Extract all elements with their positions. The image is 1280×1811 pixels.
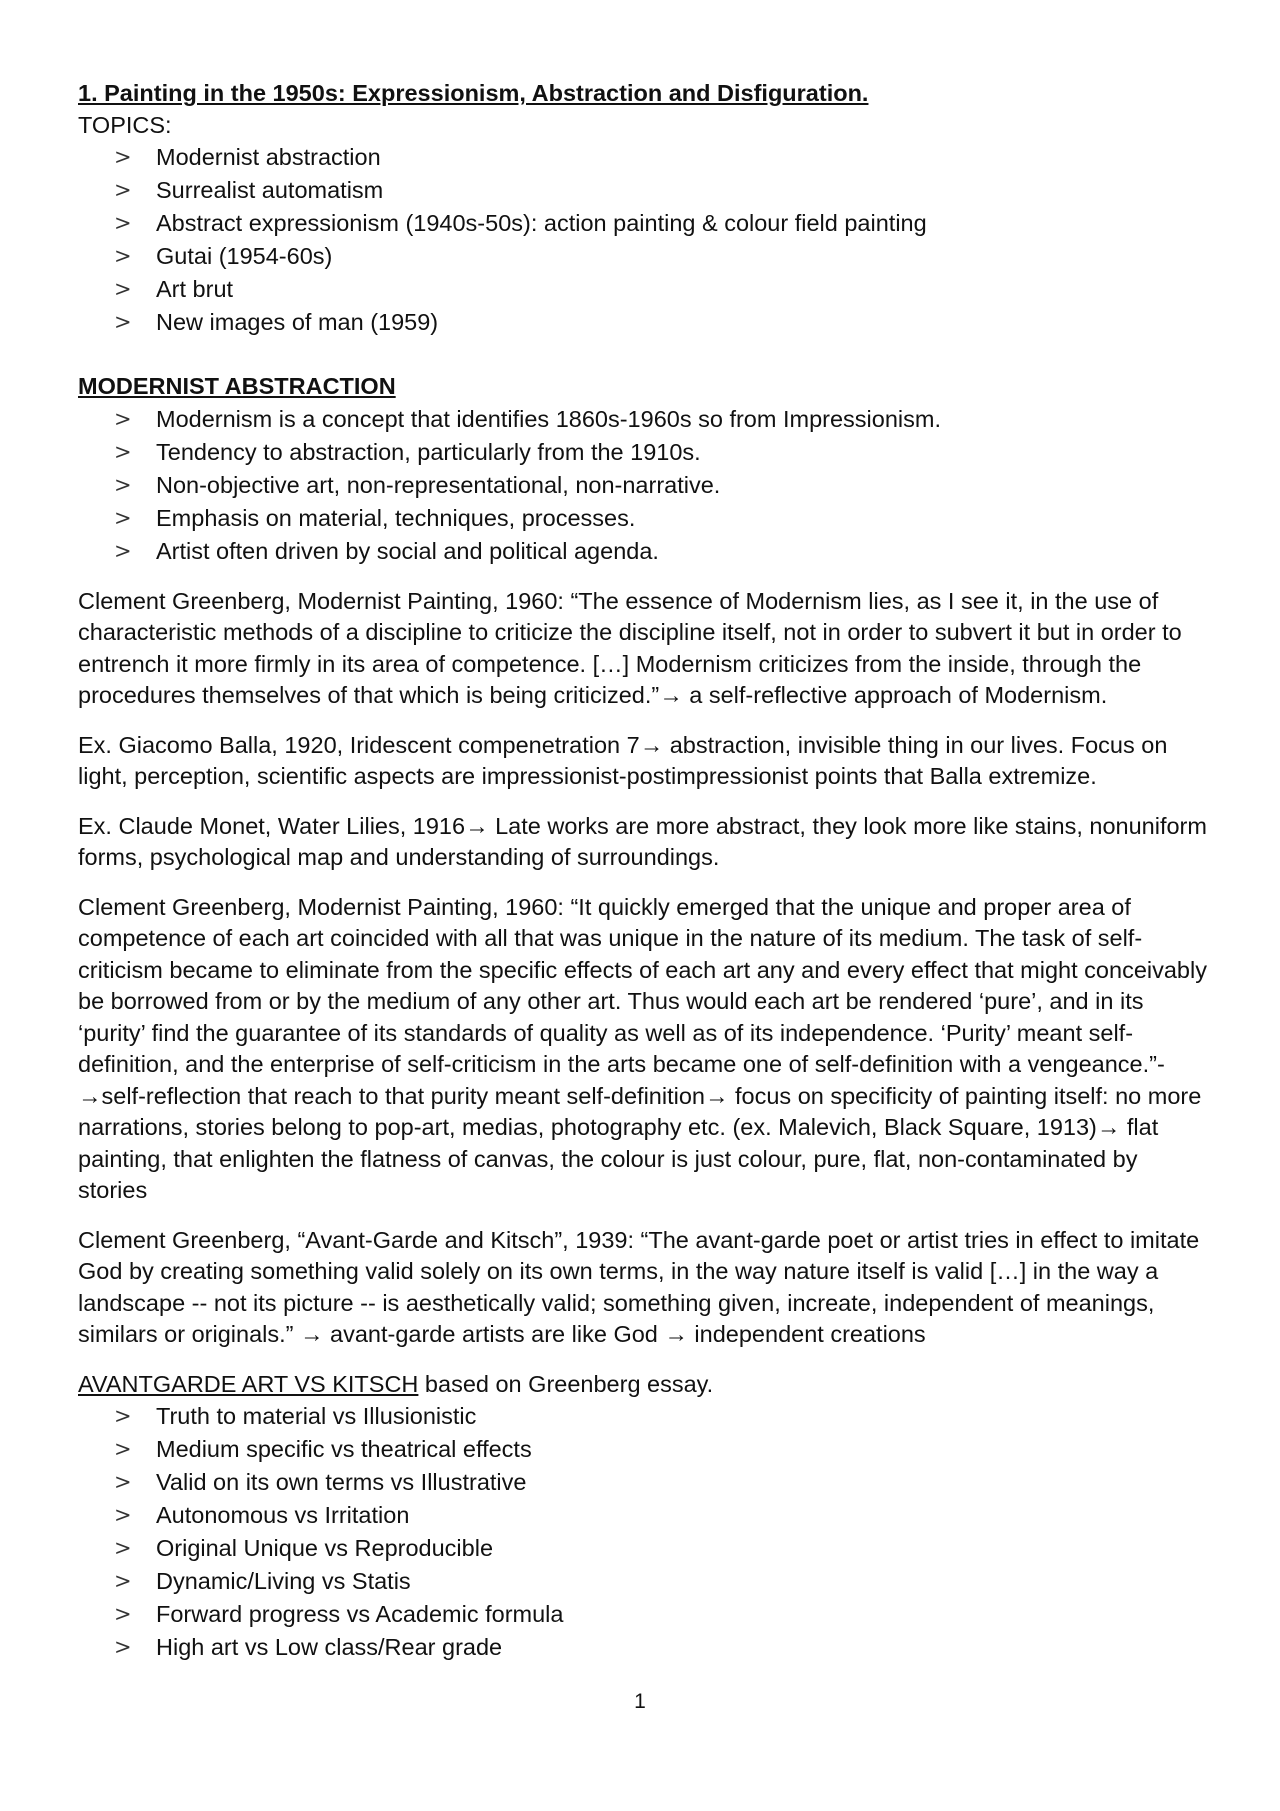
spacer: [78, 874, 1208, 892]
list-item: [78, 403, 1208, 436]
spacer: [78, 339, 1208, 371]
list-item: [78, 273, 1208, 306]
list-item-text: Abstract expressionism (1940s-50s): action painting & colour field painting: [156, 210, 927, 236]
bullet-marker: >: [114, 472, 132, 497]
bullet-marker: >: [114, 1437, 132, 1461]
avantgarde-list: [78, 1400, 1208, 1664]
avantgarde-heading-line: [78, 1369, 1208, 1401]
list-item-text: New images of man (1959): [156, 309, 439, 335]
list-item: [78, 1466, 1208, 1499]
bullet-marker: >: [114, 145, 132, 169]
list-item-text: Gutai (1954-60s): [156, 243, 333, 269]
list-item-text: High art vs Low class/Rear grade: [156, 1634, 503, 1660]
bullet-marker: >: [114, 1569, 132, 1593]
spacer: [78, 793, 1208, 811]
bullet-marker: >: [114, 178, 132, 202]
bullet-marker: >: [114, 538, 132, 563]
bullet-marker: >: [114, 277, 132, 301]
bullet-marker: >: [114, 1404, 132, 1428]
list-item-text: Medium specific vs theatrical effects: [156, 1436, 532, 1462]
bullet-marker: >: [114, 439, 132, 464]
list-item: [78, 174, 1208, 207]
list-item-text: Truth to material vs Illusionistic: [156, 1403, 477, 1429]
list-item: [78, 436, 1208, 469]
list-item-text: Art brut: [156, 276, 234, 302]
list-item: [78, 306, 1208, 339]
list-item-text: Autonomous vs Irritation: [156, 1502, 410, 1528]
list-item-text: Surrealist automatism: [156, 177, 384, 203]
list-item-text: Original Unique vs Reproducible: [156, 1535, 494, 1561]
list-item: [78, 1400, 1208, 1433]
bullet-marker: >: [114, 1503, 132, 1527]
list-item-text: Dynamic/Living vs Statis: [156, 1568, 411, 1594]
document-title: 1. Painting in the 1950s: Expressionism, Abstraction and Disfiguration.: [78, 80, 869, 106]
list-item-text: Modernist abstraction: [156, 144, 381, 170]
spacer: [78, 712, 1208, 730]
list-item-text: Modernism is a concept that identifies 1860s-1960s so from Impressionism.: [156, 405, 941, 432]
paragraph-balla: Ex. Giacomo Balla, 1920, Iridescent compenetration 7→ abstraction, invisible thing in our lives. Focus on light, perception, scientific aspects are impressionist-postimpressionist points that Balla extremize.: [78, 731, 1168, 789]
bullet-marker: >: [114, 310, 132, 334]
list-item-text: Non-objective art, non-representational, non-narrative.: [156, 471, 721, 498]
list-item: [78, 1598, 1208, 1631]
paragraph-avant-garde-kitsch: Clement Greenberg, “Avant-Garde and Kitsch”, 1939: “The avant-garde poet or artist tries in effect to imitate God by creating something valid solely on its own terms, in the way nature itself is valid […] in the way a landscape -- not its picture -- is aesthetically valid; something given, increate, independent of meanings, similars or originals.” → avant-garde artists are like God → independent creations: [78, 1226, 1200, 1347]
modernist-list: [78, 403, 1208, 568]
avantgarde-heading-suffix: based on Greenberg essay.: [418, 1370, 714, 1397]
list-item: [78, 535, 1208, 568]
list-item: [78, 207, 1208, 240]
topics-label: TOPICS:: [78, 111, 172, 138]
bullet-marker: >: [114, 211, 132, 235]
list-item: [78, 1631, 1208, 1664]
list-item: [78, 240, 1208, 273]
bullet-marker: >: [114, 505, 132, 530]
section-heading-avantgarde: AVANTGARDE ART VS KITSCH: [78, 1370, 419, 1397]
list-item-text: Emphasis on material, techniques, processes.: [156, 504, 636, 531]
page-number: 1: [634, 1690, 646, 1713]
list-item: [78, 469, 1208, 502]
list-item: [78, 502, 1208, 535]
list-item: [78, 1532, 1208, 1565]
section-heading-modernist: MODERNIST ABSTRACTION: [78, 373, 396, 399]
bullet-marker: >: [114, 1536, 132, 1560]
spacer: [78, 1207, 1208, 1225]
topics-list: [78, 141, 1208, 339]
paragraph-monet: Ex. Claude Monet, Water Lilies, 1916→ Late works are more abstract, they look more like stains, nonuniform forms, psychological map and understanding of surroundings.: [78, 812, 1207, 870]
paragraph-greenberg-purity: Clement Greenberg, Modernist Painting, 1960: “It quickly emerged that the unique and proper area of competence of each art coincided with all that was unique in the nature of its medium. The task of self-criticism became to eliminate from the specific effects of each art any and every effect that might conceivably be borrowed from or by the medium of any other art. Thus would each art be rendered ‘pure’, and in its ‘purity’ find the guarantee of its standards of quality as well as of its independence. ‘Purity’ meant self-definition, and the enterprise of self-criticism in the arts became one of self-definition with a vengeance.”-→self-reflection that reach to that purity meant self-definition→ focus on specificity of painting itself: no more narrations, stories belong to pop-art, medias, photography etc. (ex. Malevich, Black Square, 1913)→ flat painting, that enlighten the flatness of canvas, the colour is just colour, pure, flat, non-contaminated by stories: [78, 893, 1207, 1203]
list-item: [78, 1433, 1208, 1466]
spacer: [78, 1351, 1208, 1369]
bullet-marker: >: [114, 1602, 132, 1626]
bullet-marker: >: [114, 1635, 132, 1659]
list-item: [78, 1565, 1208, 1598]
list-item-text: Valid on its own terms vs Illustrative: [156, 1469, 527, 1495]
list-item-text: Artist often driven by social and political agenda.: [156, 537, 659, 564]
bullet-marker: >: [114, 1470, 132, 1494]
list-item-text: Forward progress vs Academic formula: [156, 1601, 564, 1627]
bullet-marker: >: [114, 406, 132, 431]
document-page: [78, 78, 1208, 1664]
list-item: [78, 141, 1208, 174]
spacer: [78, 568, 1208, 586]
paragraph-greenberg-1960: Clement Greenberg, Modernist Painting, 1960: “The essence of Modernism lies, as I see it, in the use of characteristic methods of a discipline to criticize the discipline itself, not in order to subvert it but in order to entrench it more firmly in its area of competence. […] Modernism criticizes from the inside, through the procedures themselves of that which is being criticized.”→ a self-reflective approach of Modernism.: [78, 587, 1182, 708]
list-item-text: Tendency to abstraction, particularly from the 1910s.: [156, 438, 701, 465]
list-item: [78, 1499, 1208, 1532]
bullet-marker: >: [114, 244, 132, 268]
